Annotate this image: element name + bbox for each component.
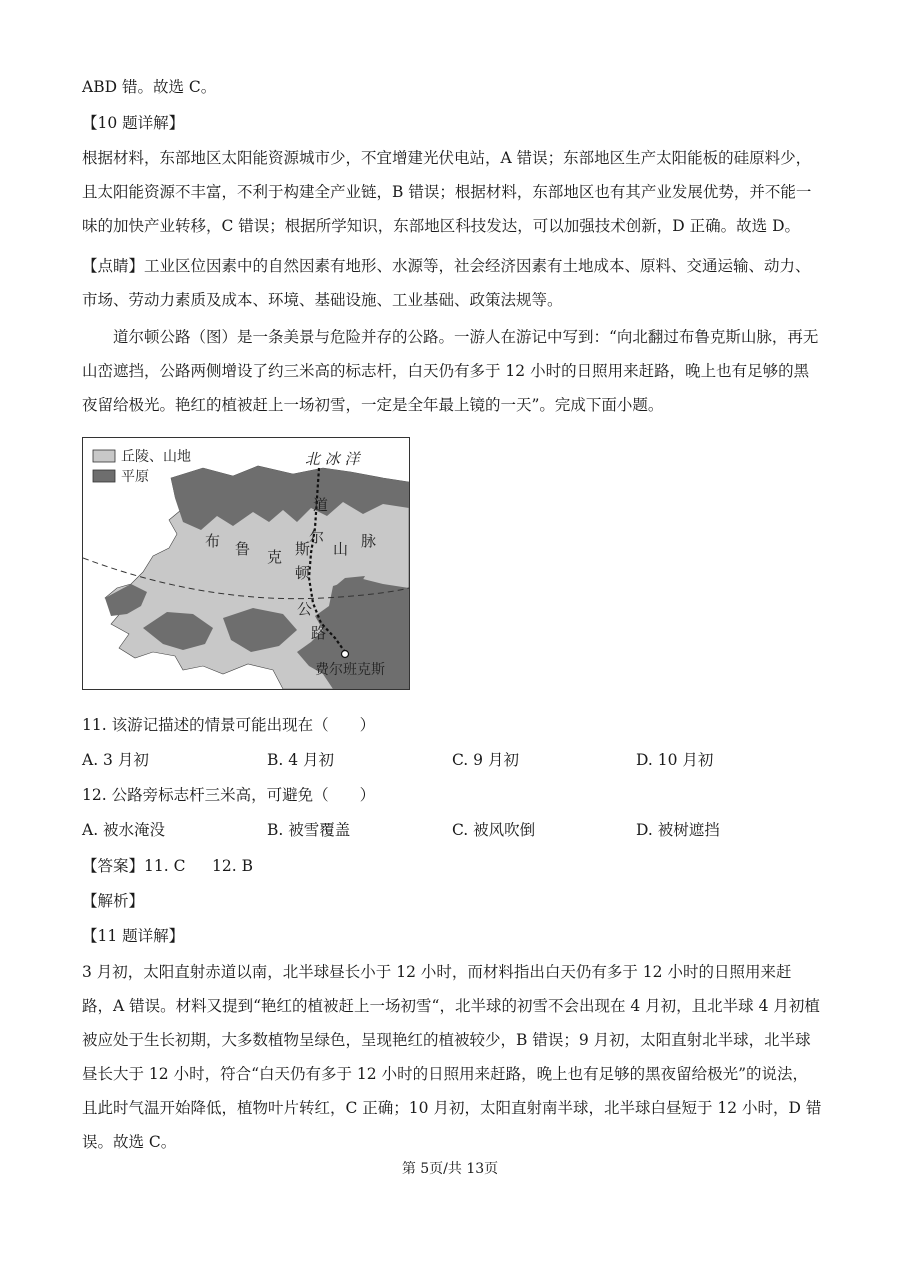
answer-q11: 【答案】11. C (82, 857, 186, 875)
q11-option-d: D. 10 月初 (636, 751, 714, 769)
range-label-2: 鲁 (235, 540, 251, 558)
q11-option-c: C. 9 月初 (452, 751, 519, 769)
q10-explanation: 根据材料，东部地区太阳能资源城市少，不宜增建光伏电站，A 错误；东部地区生产太阳能板的硅原料少，且太阳能资源不丰富，不利于构建全产业链，B 错误；根据材料，东部地区也有其产业发展优势，并不能一味的加快产业转移，C 错误；根据所学知识，东部地区科技发达，可以加强技术创新，D 正确。故选 D。 (82, 149, 812, 235)
passage-paragraph: 道尔顿公路（图）是一条美景与危险并存的公路。一游人在游记中写到：“向北翻过布鲁克斯山脉，再无山峦遮挡，公路两侧增设了约三米高的标志杆，白天仍有多于 12 小时的日照用来赶路，晚上也有足够的黑夜留给极光。艳红的植被赶上一场初雪，一定是全年最上镜的一天”。完成下面小题。 (82, 328, 819, 414)
q12-option-a: A. 被水淹没 (82, 821, 166, 839)
legend-plain-label: 平原 (121, 469, 149, 485)
range-label-3: 克 (267, 548, 283, 566)
road-label-3: 顿 (295, 564, 311, 582)
q12-option-d: D. 被树遮挡 (636, 821, 720, 839)
q12-option-b: B. 被雪覆盖 (267, 821, 351, 839)
q12-option-c: C. 被风吹倒 (452, 821, 536, 839)
answer-q12: 12. B (212, 857, 253, 875)
city-label: 费尔班克斯 (315, 662, 385, 678)
previous-answer-line: ABD 错。故选 C。 (82, 78, 217, 96)
question-12: 12. 公路旁标志杆三米高，可避免（ ） (82, 786, 376, 804)
city-marker (342, 651, 349, 658)
q11-option-a: A. 3 月初 (82, 751, 149, 769)
tip-paragraph: 【点睛】工业区位因素中的自然因素有地形、水源等，社会经济因素有土地成本、原料、交通运输、动力、市场、劳动力素质及成本、环境、基础设施、工业基础、政策法规等。 (82, 257, 811, 309)
question-11: 11. 该游记描述的情景可能出现在（ ） (82, 716, 376, 734)
q10-header: 【10 题详解】 (82, 114, 185, 132)
range-label-1: 布 (205, 532, 221, 550)
dalton-highway-map (82, 437, 410, 690)
ocean-label: 北 冰 洋 (305, 450, 360, 468)
q11-options (82, 745, 822, 775)
analysis-label: 【解析】 (82, 892, 145, 910)
road-label-5: 路 (311, 624, 327, 642)
legend-hills-label: 丘陵、山地 (121, 449, 191, 465)
q11-option-b: B. 4 月初 (267, 751, 335, 769)
road-label-1: 道 (313, 496, 329, 514)
map-svg (83, 438, 409, 689)
range-label-5: 山 (333, 540, 349, 558)
road-label-2: 尔 (309, 528, 325, 546)
legend-hills-swatch (93, 450, 115, 462)
range-label-4: 斯 (295, 540, 311, 558)
answer-line (82, 851, 822, 881)
q11-header: 【11 题详解】 (82, 927, 185, 945)
q11-explanation: 3 月初，太阳直射赤道以南，北半球昼长小于 12 小时，而材料指出白天仍有多于 12 小时的日照用来赶路，A 错误。材料又提到“艳红的植被赶上一场初雪“，北半球的初雪不会出现在 4 月初，且北半球 4 月初植被应处于生长初期，大多数植物呈绿色，呈现艳红的植被较少，B 错误；9 月初，太阳直射北半球，北半球昼长大于 12 小时，符合“白天仍有多于 12 小时的日照用来赶路，晚上也有足够的黑夜留给极光”的说法，且此时气温开始降低，植物叶片转红，C 正确；10 月初，太阳直射南半球，北半球白昼短于 12 小时，D 错误。故选 C。 (82, 963, 822, 1151)
road-label-4: 公 (297, 600, 313, 618)
range-label-6: 脉 (361, 532, 377, 550)
q12-options (82, 815, 822, 845)
legend-plain-swatch (93, 470, 115, 482)
page-footer: 第 5页/共 13页 (401, 1161, 499, 1177)
